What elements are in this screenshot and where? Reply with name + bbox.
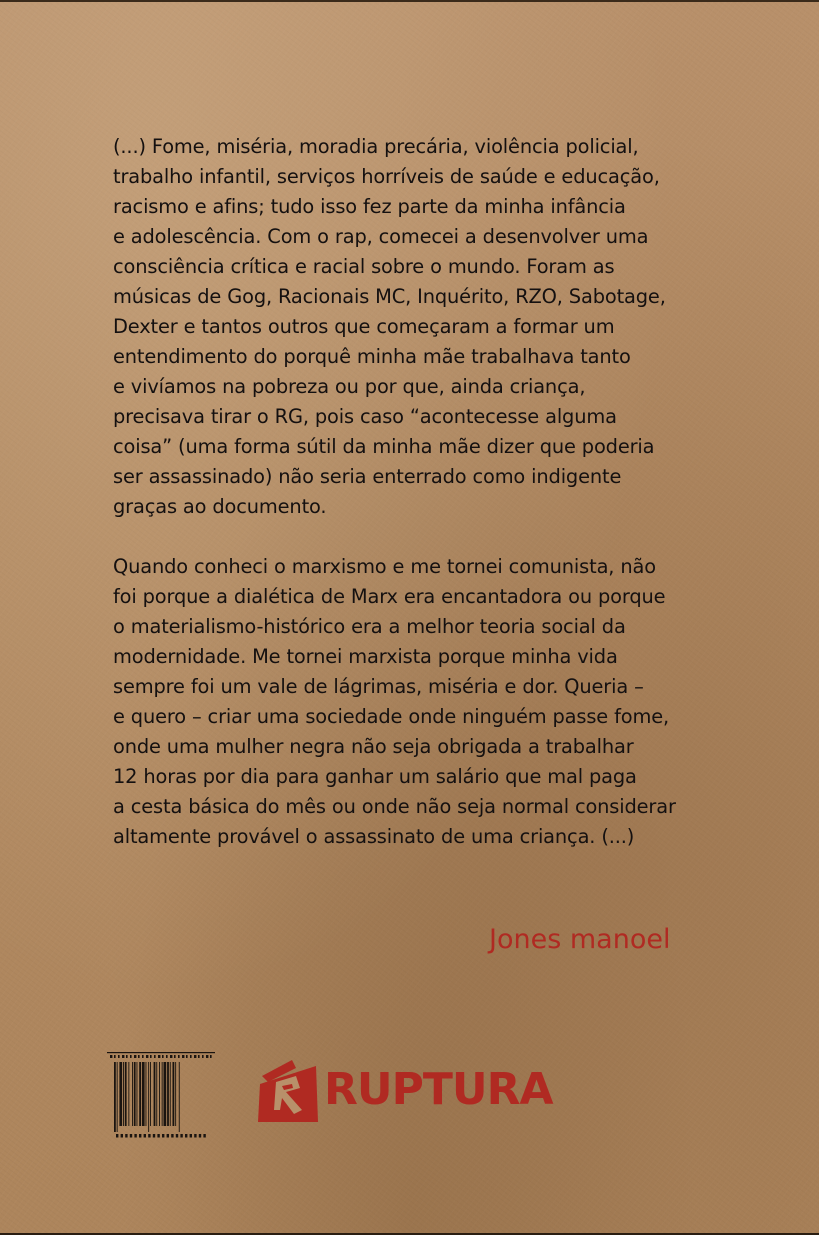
barcode-caption-glyph — [182, 1055, 184, 1058]
text-line: músicas de Gog, Racionais MC, Inquérito, RZO, Sabotage, — [113, 285, 666, 308]
text-line: (...) Fome, miséria, moradia precária, violência policial, — [113, 135, 639, 158]
barcode-digit-glyph — [148, 1134, 150, 1138]
barcode-bar — [137, 1062, 138, 1126]
text-line: ser assassinado) não seria enterrado como indigente — [113, 465, 622, 488]
barcode-digit-glyph — [121, 1134, 123, 1138]
barcode-caption-glyph — [198, 1055, 200, 1058]
barcode-bar — [134, 1062, 136, 1126]
barcode-digit-glyph — [130, 1134, 132, 1138]
barcode-bar — [128, 1062, 129, 1126]
barcode-bar — [170, 1062, 171, 1126]
barcode-caption-glyph — [170, 1055, 172, 1058]
text-line: racismo e afins; tudo isso fez parte da minha infância — [113, 195, 626, 218]
barcode-bar — [123, 1062, 124, 1126]
barcode-bar — [139, 1062, 141, 1126]
text-line: o materialismo-histórico era a melhor teoria social da — [113, 615, 626, 638]
text-line: altamente provável o assassinato de uma criança. (...) — [113, 825, 635, 848]
barcode-bar — [159, 1062, 160, 1126]
barcode-digit-glyph — [139, 1134, 141, 1138]
text-line: e adolescência. Com o rap, comecei a desenvolver uma — [113, 225, 649, 248]
synopsis-paragraph-1 — [113, 132, 753, 522]
barcode-caption-glyph — [158, 1055, 160, 1058]
synopsis-paragraph-2 — [113, 552, 753, 852]
text-line: precisava tirar o RG, pois caso “acontecesse alguma — [113, 405, 617, 428]
isbn-barcode-icon — [106, 1048, 216, 1140]
barcode-caption-glyph — [142, 1055, 144, 1058]
barcode-bar — [142, 1062, 145, 1126]
barcode-digit-glyph — [157, 1134, 159, 1138]
barcode-digit-glyph — [199, 1134, 201, 1138]
barcode-digit-glyph — [194, 1134, 196, 1138]
barcode-digit-glyph — [185, 1134, 187, 1138]
text-line: e quero – criar uma sociedade onde ninguém passe fome, — [113, 705, 670, 728]
text-line: trabalho infantil, serviços horríveis de saúde e educação, — [113, 165, 660, 188]
barcode-digit-glyph — [180, 1134, 182, 1138]
barcode-caption-glyph — [130, 1055, 132, 1058]
text-line: entendimento do porquê minha mãe trabalhava tanto — [113, 345, 631, 368]
barcode-bar — [146, 1062, 147, 1126]
barcode-caption-glyph — [206, 1055, 208, 1058]
synopsis-text — [113, 132, 753, 852]
barcode-caption-glyph — [210, 1055, 212, 1058]
barcode-digit-glyph — [144, 1134, 146, 1138]
barcode-bar — [150, 1062, 151, 1126]
barcode-bar — [117, 1062, 118, 1132]
barcode-caption-glyph — [186, 1055, 188, 1058]
text-line: Dexter e tantos outros que começaram a formar um — [113, 315, 615, 338]
barcode-caption-glyph — [150, 1055, 152, 1058]
barcode-caption-glyph — [178, 1055, 180, 1058]
barcode-bar — [154, 1062, 156, 1126]
barcode-bar — [148, 1062, 149, 1132]
barcode-bar — [114, 1062, 116, 1132]
barcode-bar — [175, 1062, 176, 1126]
barcode-bar — [167, 1062, 169, 1126]
barcode-caption-glyph — [134, 1055, 136, 1058]
barcode-bar — [125, 1062, 127, 1126]
barcode-caption-glyph — [174, 1055, 176, 1058]
text-line: Quando conheci o marxismo e me tornei comunista, não — [113, 555, 656, 578]
barcode-caption-glyph — [162, 1055, 164, 1058]
barcode-bar — [179, 1062, 180, 1132]
author-name: Jones manoel — [489, 924, 671, 955]
barcode-caption-glyph — [190, 1055, 192, 1058]
text-line: graças ao documento. — [113, 495, 327, 518]
barcode-bar — [156, 1062, 157, 1126]
barcode-caption-glyph — [146, 1055, 148, 1058]
barcode-caption-glyph — [166, 1055, 168, 1058]
barcode-bar — [162, 1062, 163, 1126]
barcode-bar — [132, 1062, 133, 1126]
text-line: consciência crítica e racial sobre o mundo. Foram as — [113, 255, 615, 278]
text-line: coisa” (uma forma sútil da minha mãe dizer que poderia — [113, 435, 655, 458]
barcode-caption-glyph — [194, 1055, 196, 1058]
barcode-digit-glyph — [134, 1134, 136, 1138]
ruptura-logo-icon — [256, 1058, 320, 1124]
text-line: e vivíamos na pobreza ou por que, ainda criança, — [113, 375, 586, 398]
barcode-caption-glyph — [122, 1055, 124, 1058]
barcode-caption-glyph — [202, 1055, 204, 1058]
barcode-digit-glyph — [171, 1134, 173, 1138]
barcode-digit-glyph — [167, 1134, 169, 1138]
publisher-name: RUPTURA — [324, 1064, 553, 1115]
barcode-caption-glyph — [110, 1055, 112, 1058]
text-line: sempre foi um vale de lágrimas, miséria e dor. Queria – — [113, 675, 644, 698]
barcode-digit-glyph — [116, 1134, 118, 1138]
text-line: modernidade. Me tornei marxista porque minha vida — [113, 645, 618, 668]
barcode-digit-glyph — [190, 1134, 192, 1138]
barcode-caption-glyph — [138, 1055, 140, 1058]
text-line: a cesta básica do mês ou onde não seja normal considerar — [113, 795, 676, 818]
barcode-bar — [173, 1062, 175, 1126]
barcode-digit-glyph — [203, 1134, 205, 1138]
barcode-digit-glyph — [162, 1134, 164, 1138]
text-line: foi porque a dialética de Marx era encantadora ou porque — [113, 585, 666, 608]
barcode-digit-glyph — [125, 1134, 127, 1138]
publisher-logo — [256, 1054, 553, 1126]
barcode-bar — [164, 1062, 167, 1126]
barcode-digit-glyph — [176, 1134, 178, 1138]
barcode-caption-glyph — [154, 1055, 156, 1058]
barcode-caption-glyph — [114, 1055, 116, 1058]
barcode-caption-glyph — [118, 1055, 120, 1058]
barcode-bar — [119, 1062, 122, 1126]
barcode-caption-glyph — [126, 1055, 128, 1058]
text-line: onde uma mulher negra não seja obrigada a trabalhar — [113, 735, 634, 758]
barcode-digit-glyph — [153, 1134, 155, 1138]
text-line: 12 horas por dia para ganhar um salário que mal paga — [113, 765, 637, 788]
